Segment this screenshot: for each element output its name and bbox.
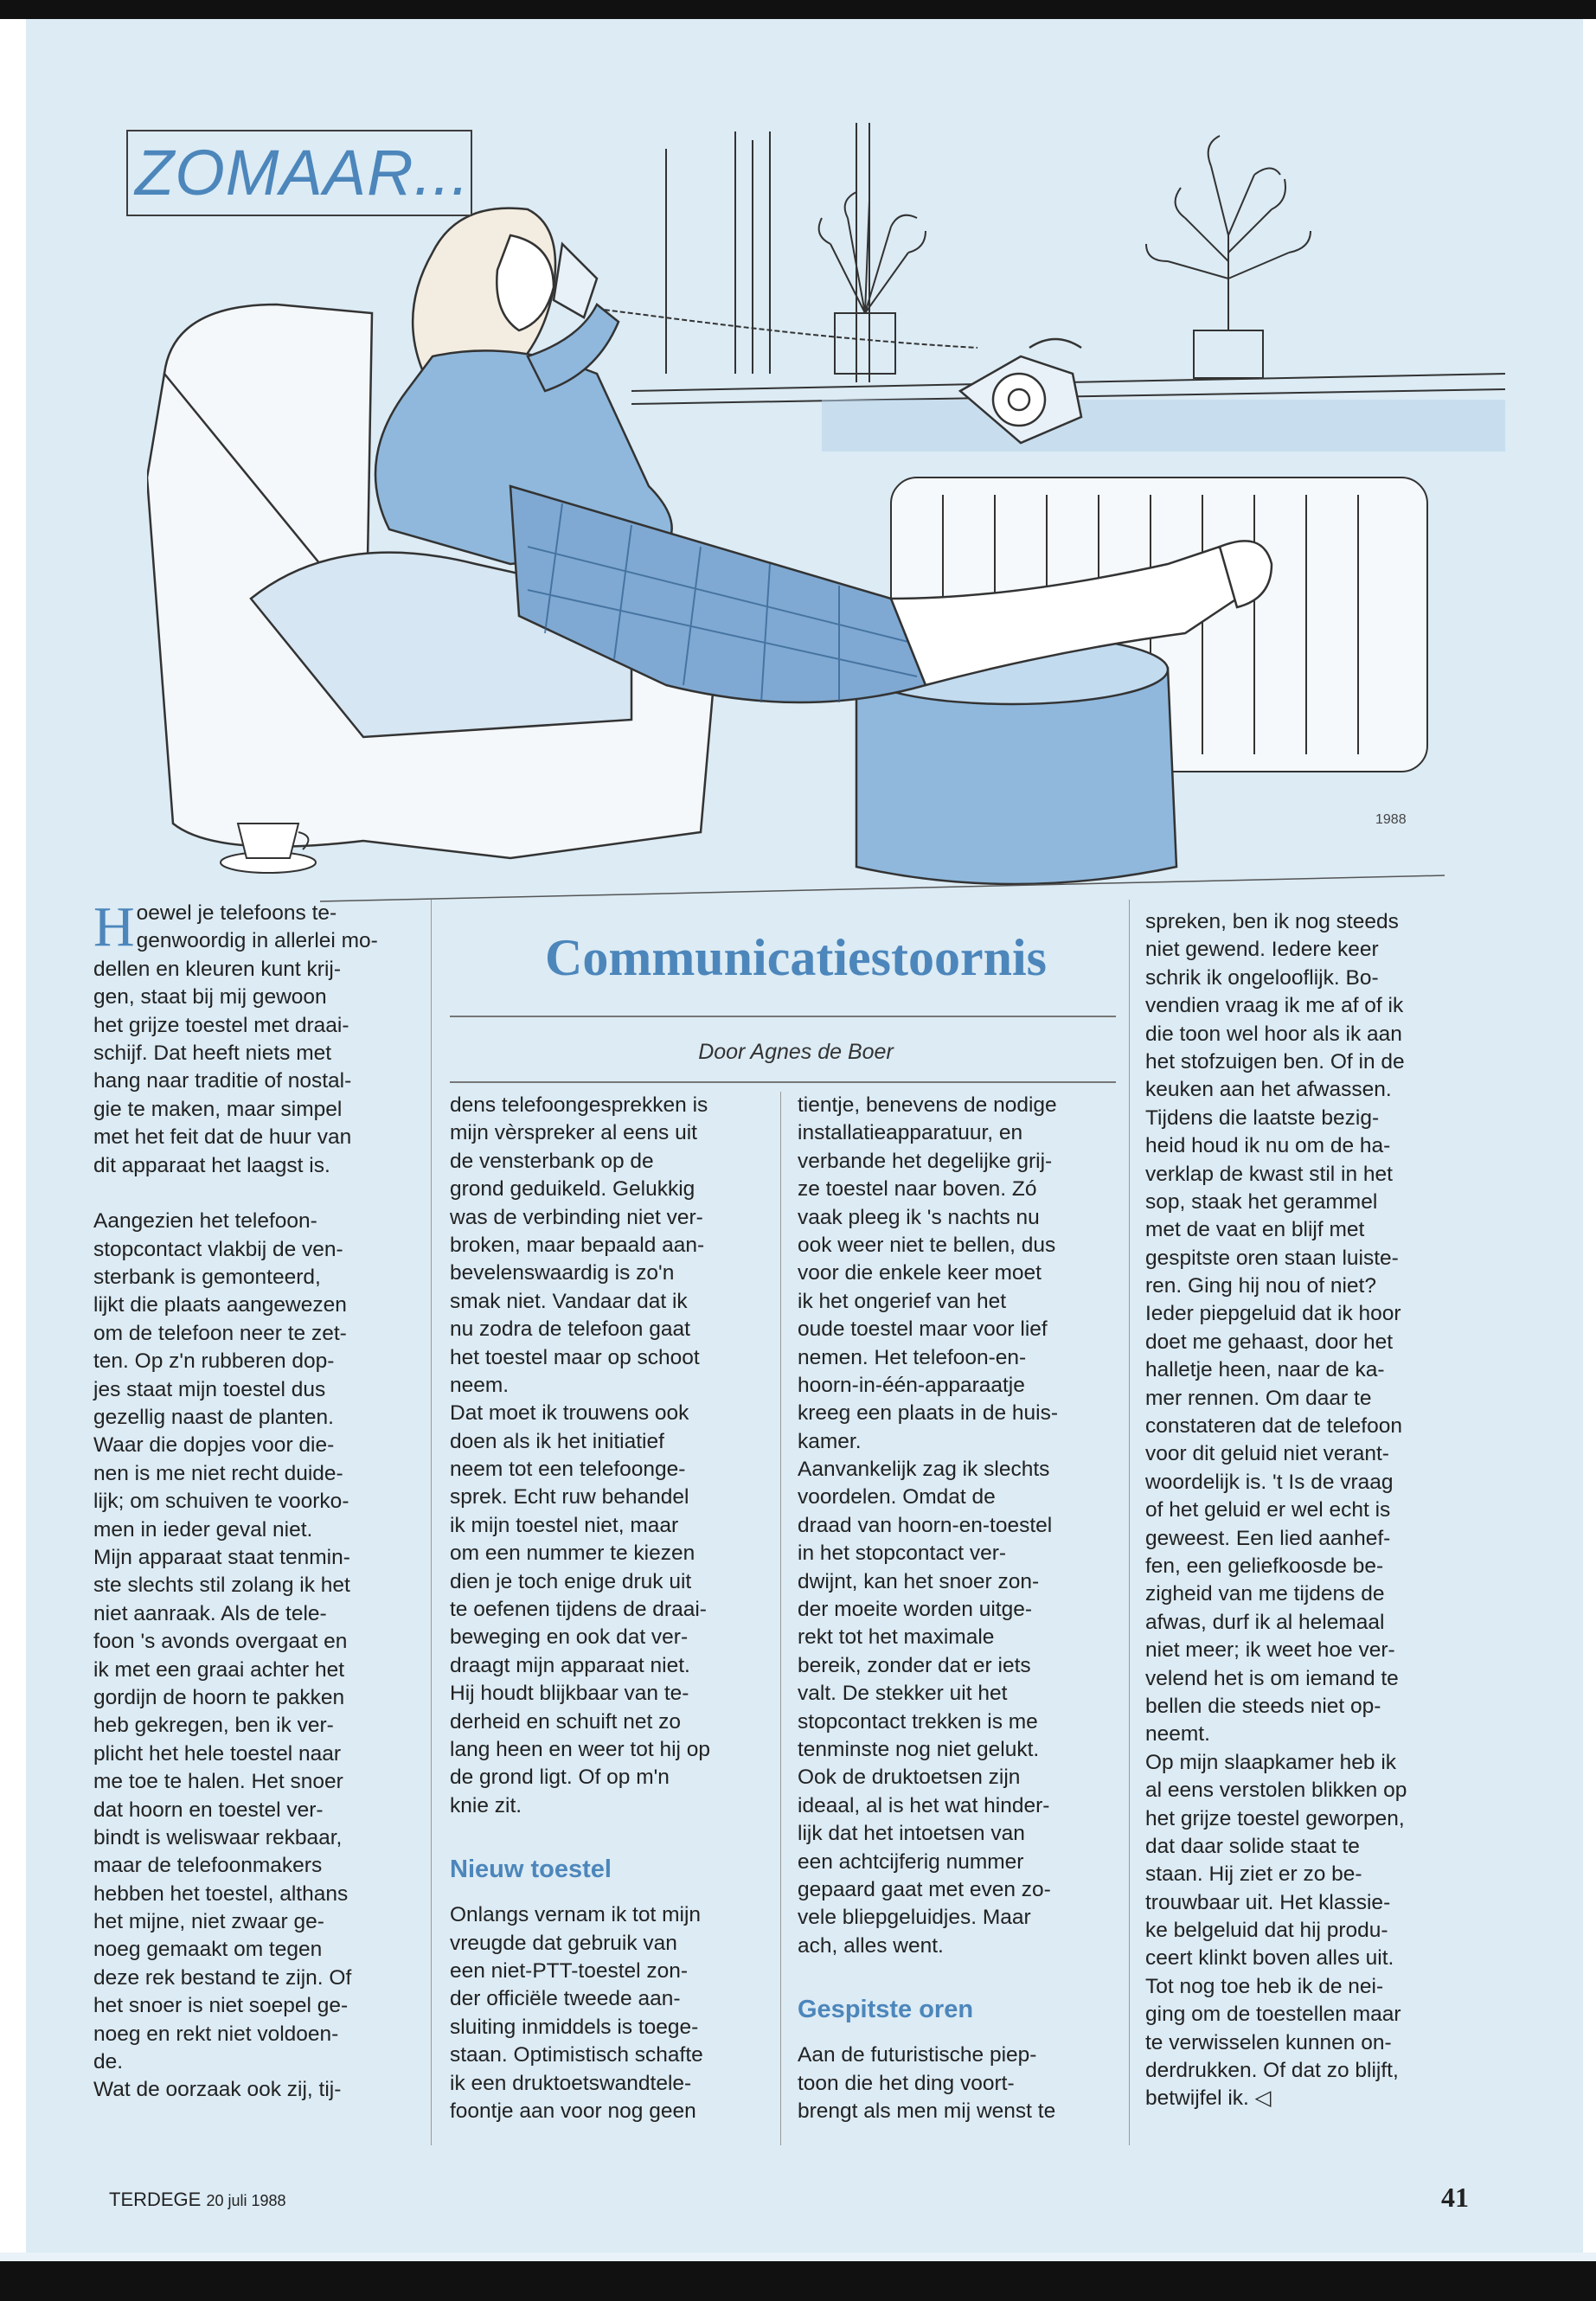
text-line: ideaal, al is het wat hinder- — [798, 1793, 1050, 1817]
text-line: hoorn-in-één-apparaatje — [798, 1373, 1025, 1397]
magazine-page — [26, 19, 1583, 2253]
text-line: trouwbaar uit. Het klassie- — [1145, 1890, 1391, 1914]
text-line: de vensterbank op de — [450, 1149, 654, 1173]
text-line: die toon wel hoor als ik aan — [1145, 1022, 1402, 1046]
text-line: Tijdens die laatste bezig- — [1145, 1106, 1380, 1130]
text-line: ceert klinkt boven alles uit. — [1145, 1946, 1394, 1971]
text-line: of het geluid er wel echt is — [1145, 1498, 1391, 1522]
text-line: de. — [93, 2050, 124, 2074]
text-line: oude toestel maar voor lief — [798, 1317, 1048, 1342]
text-line: ze toestel naar boven. Zó — [798, 1177, 1037, 1202]
text-line: broken, maar bepaald aan- — [450, 1233, 705, 1257]
text-line: sterbank is gemonteerd, — [93, 1266, 321, 1290]
text-line: kreeg een plaats in de huis- — [798, 1401, 1058, 1426]
headline-rule-top — [450, 1016, 1116, 1017]
text-line: lijk; om schuiven te voorko- — [93, 1490, 349, 1514]
text-line: Dat moet ik trouwens ook — [450, 1401, 689, 1426]
subheading: Nieuw toestel — [450, 1856, 612, 1884]
column-divider-3 — [1129, 900, 1130, 2145]
text-line: was de verbinding niet ver- — [450, 1205, 703, 1229]
footer-date: 20 juli 1988 — [206, 2192, 286, 2209]
text-line: installatieapparatuur, en — [798, 1121, 1023, 1145]
text-line: brengt als men mij wenst te — [798, 2099, 1056, 2123]
text-line: deze rek bestand te zijn. Of — [93, 1965, 352, 1990]
text-line: staan. Hij ziet er zo be- — [1145, 1862, 1362, 1887]
scan-border-bottom — [0, 2261, 1596, 2301]
text-line: bindt is weliswaar rekbaar, — [93, 1825, 343, 1849]
text-line: dit apparaat het laagst is. — [93, 1153, 330, 1177]
text-line: woordelijk is. 't Is de vraag — [1145, 1470, 1394, 1494]
text-line: Op mijn slaapkamer heb ik — [1145, 1750, 1397, 1774]
artist-signature: 1988 — [1375, 812, 1407, 827]
text-line: Aan de futuristische piep- — [798, 2043, 1037, 2067]
text-line: foontje aan voor nog geen — [450, 2099, 696, 2123]
text-line: tenminste nog niet gelukt. — [798, 1737, 1040, 1761]
column-divider-2 — [780, 1092, 781, 2145]
window-frame — [631, 123, 1505, 404]
text-line: foon 's avonds overgaat en — [93, 1630, 348, 1654]
text-line: gespitste oren staan luiste- — [1145, 1246, 1399, 1270]
text-line: kamer. — [798, 1429, 862, 1453]
text-line: dat daar solide staat te — [1145, 1834, 1360, 1858]
text-line: het toestel maar op schoot — [450, 1345, 700, 1369]
drop-cap: H — [93, 895, 135, 958]
text-line: ach, alles went. — [798, 1933, 944, 1958]
text-line: fen, een geliefkoosde be- — [1145, 1554, 1384, 1578]
text-line: draad van hoorn-en-toestel — [798, 1513, 1053, 1537]
text-line: gepaard gaat met even zo- — [798, 1877, 1051, 1901]
text-line: der officiële tweede aan- — [450, 1987, 681, 2011]
text-line: Onlangs vernam ik tot mijn — [450, 1903, 702, 1927]
text-line: ren. Ging hij nou of niet? — [1145, 1274, 1376, 1298]
text-line: ik mijn toestel niet, maar — [450, 1513, 679, 1537]
text-line: Waar die dopjes voor die- — [93, 1433, 335, 1458]
footer-publication — [109, 2189, 286, 2211]
text-line: gen, staat bij mij gewoon — [93, 985, 327, 1009]
text-line: ten. Op z'n rubberen dop- — [93, 1349, 335, 1374]
text-line: Aangezien het telefoon- — [93, 1209, 317, 1234]
text-line: met de vaat en blijf met — [1145, 1218, 1365, 1242]
text-line: nu zodra de telefoon gaat — [450, 1317, 690, 1342]
text-line: maar de telefoonmakers — [93, 1854, 323, 1878]
text-line: doet me gehaast, door het — [1145, 1330, 1394, 1354]
text-line: niet aanraak. Als de tele- — [93, 1601, 327, 1625]
text-line: lijkt die plaats aangewezen — [93, 1293, 347, 1317]
text-line: genwoordig in allerlei mo- — [136, 929, 378, 953]
text-line: vreugde dat gebruik van — [450, 1931, 677, 1955]
text-line: bevelenswaardig is zo'n — [450, 1261, 675, 1285]
text-line: vele bliepgeluidjes. Maar — [798, 1906, 1031, 1930]
text-line: nen is me niet recht duide- — [93, 1461, 343, 1485]
text-line: ste slechts stil zolang ik het — [93, 1574, 350, 1598]
text-line: staan. Optimistisch schafte — [450, 2043, 703, 2067]
text-line: ging om de toestellen maar — [1145, 2003, 1401, 2027]
text-line: ik het ongerief van het — [798, 1289, 1007, 1313]
scan-border-strip — [0, 2253, 1596, 2261]
text-line: schijf. Dat heeft niets met — [93, 1041, 332, 1065]
column-4 — [1145, 908, 1465, 2113]
text-line: oewel je telefoons te- — [136, 901, 337, 925]
text-line: dat hoorn en toestel ver- — [93, 1798, 324, 1822]
text-line: heb gekregen, ben ik ver- — [93, 1714, 334, 1738]
text-line: knie zit. — [450, 1793, 522, 1817]
text-line: gie te maken, maar simpel — [93, 1097, 343, 1121]
text-line: hang naar traditie of nostal- — [93, 1069, 352, 1093]
plant-left — [819, 192, 926, 374]
text-line: neem. — [450, 1373, 510, 1397]
text-line: ik met een graai achter het — [93, 1657, 345, 1682]
text-line: een achtcijferig nummer — [798, 1849, 1024, 1874]
byline: Door Agnes de Boer — [698, 1040, 894, 1064]
text-line: ik een druktoetswandtele- — [450, 2071, 692, 2095]
footer-magazine: TERDEGE — [109, 2189, 202, 2210]
text-line: Hij houdt blijkbaar van te- — [450, 1682, 689, 1706]
text-line: mijn vèrspreker al eens uit — [450, 1121, 697, 1145]
text-line: hebben het toestel, althans — [93, 1881, 349, 1906]
text-line: het snoer is niet soepel ge- — [93, 1994, 349, 2018]
column-1 — [93, 895, 405, 2105]
text-line: sluiting inmiddels is toege- — [450, 2015, 699, 2039]
text-line: heid houd ik nu om de ha- — [1145, 1134, 1391, 1158]
text-line: zigheid van me tijdens de — [1145, 1582, 1385, 1606]
text-line: plicht het hele toestel naar — [93, 1741, 342, 1766]
text-line: stopcontact trekken is me — [798, 1709, 1038, 1734]
text-line: stopcontact vlakbij de ven- — [93, 1237, 343, 1261]
text-line: niet gewend. Iedere keer — [1145, 938, 1379, 962]
text-line: sprek. Echt ruw behandel — [450, 1485, 689, 1509]
text-line: der moeite worden uitge- — [798, 1598, 1033, 1622]
text-line: met het feit dat de huur van — [93, 1125, 352, 1150]
text-line: te verwisselen kunnen on- — [1145, 2030, 1392, 2054]
text-line: beweging en ook dat ver- — [450, 1625, 689, 1650]
text-line: smak niet. Vandaar dat ik — [450, 1289, 688, 1313]
illustration-woman-on-phone — [147, 114, 1514, 919]
text-line: te oefenen tijdens de draai- — [450, 1598, 707, 1622]
subheading: Gespitste oren — [798, 1996, 974, 2024]
text-line: doen als ik het initiatief — [450, 1429, 664, 1453]
text-line: het grijze toestel geworpen, — [1145, 1806, 1405, 1830]
section-label-box — [126, 130, 472, 216]
text-line: het grijze toestel met draai- — [93, 1013, 349, 1037]
text-line: een niet-PTT-toestel zon- — [450, 1958, 689, 1983]
text-line: vaak pleeg ik 's nachts nu — [798, 1205, 1040, 1229]
text-line: derheid en schuift net zo — [450, 1709, 681, 1734]
text-line: gezellig naast de planten. — [93, 1406, 334, 1430]
text-line: voor die enkele keer moet — [798, 1261, 1042, 1285]
text-line: sop, staak het gerammel — [1145, 1189, 1378, 1214]
text-line: nemen. Het telefoon-en- — [798, 1345, 1027, 1369]
text-line: niet meer; ik weet hoe ver- — [1145, 1638, 1395, 1663]
text-line: verbande het degelijke grij- — [798, 1149, 1053, 1173]
column-divider-1 — [431, 900, 432, 2145]
text-line: constateren dat de telefoon — [1145, 1414, 1402, 1439]
column-2 — [450, 1092, 770, 2125]
text-line: voor dit geluid niet verant- — [1145, 1442, 1389, 1466]
text-line: al eens verstolen blikken op — [1145, 1779, 1407, 1803]
text-line: derdrukken. Of dat zo blijft, — [1145, 2059, 1399, 2083]
text-line: bellen die steeds niet op- — [1145, 1694, 1381, 1718]
text-line: mer rennen. Om daar te — [1145, 1386, 1372, 1410]
text-line: gordijn de hoorn te pakken — [93, 1685, 345, 1709]
text-line: verklap de kwast stil in het — [1145, 1162, 1393, 1186]
text-line: neem tot een telefoonge- — [450, 1458, 686, 1482]
text-line: Wat de oorzaak ook zij, tij- — [93, 2078, 342, 2102]
text-line: vendien vraag ik me af of ik — [1145, 994, 1404, 1018]
text-line: noeg en rekt niet voldoen- — [93, 2022, 339, 2046]
text-line: om een nummer te kiezen — [450, 1541, 695, 1566]
text-line: grond geduikeld. Gelukkig — [450, 1177, 695, 1202]
text-line: ook weer niet te bellen, dus — [798, 1233, 1056, 1257]
text-line: noeg gemaakt om tegen — [93, 1938, 323, 1962]
text-line: velend het is om iemand te — [1145, 1666, 1399, 1690]
text-line: voordelen. Omdat de — [798, 1485, 996, 1509]
text-line: neemt. — [1145, 1722, 1210, 1747]
text-line: bereik, zonder dat er iets — [798, 1653, 1031, 1677]
text-line: men in ieder geval niet. — [93, 1517, 313, 1541]
text-line: ke belgeluid dat hij produ- — [1145, 1919, 1388, 1943]
headline: Communicatiestoornis — [545, 929, 1047, 986]
text-line: Ook de druktoetsen zijn — [798, 1766, 1021, 1790]
text-line: lijk dat het intoetsen van — [798, 1822, 1025, 1846]
text-line: spreken, ben ik nog steeds — [1145, 910, 1399, 933]
text-line: betwijfel ik. ◁ — [1145, 2086, 1272, 2111]
text-line: lang heen en weer tot hij op — [450, 1737, 711, 1761]
text-line: Aanvankelijk zag ik slechts — [798, 1458, 1050, 1482]
text-line: me toe te halen. Het snoer — [93, 1770, 343, 1794]
text-line — [93, 1180, 405, 1208]
text-line: geweest. Een lied aanhef- — [1145, 1526, 1391, 1550]
scan-border-top — [0, 0, 1596, 19]
text-line: dwijnt, kan het snoer zon- — [798, 1569, 1040, 1593]
text-line: dellen en kleuren kunt krij- — [93, 957, 341, 981]
text-line: in het stopcontact ver- — [798, 1541, 1007, 1566]
headline-rule-bottom — [450, 1081, 1116, 1083]
text-line: Tot nog toe heb ik de nei- — [1145, 1974, 1384, 1998]
text-line: afwas, durf ik al helemaal — [1145, 1610, 1385, 1634]
text-line: om de telefoon neer te zet- — [93, 1321, 347, 1345]
text-line: jes staat mijn toestel dus — [93, 1377, 326, 1401]
text-line: het mijne, niet zwaar ge- — [93, 1910, 324, 1934]
text-line: de grond ligt. Of op m'n — [450, 1766, 670, 1790]
page-number: 41 — [1441, 2182, 1469, 2213]
text-line: halletje heen, naar de ka- — [1145, 1358, 1385, 1382]
plant-right — [1146, 136, 1311, 378]
text-line: keuken aan het afwassen. — [1145, 1078, 1392, 1102]
text-line: Ieder piepgeluid dat ik hoor — [1145, 1302, 1401, 1326]
text-line: Mijn apparaat staat tenmin- — [93, 1545, 350, 1569]
text-line: dien je toch enige druk uit — [450, 1569, 692, 1593]
text-line: draagt mijn apparaat niet. — [450, 1653, 690, 1677]
text-line: dens telefoongesprekken is — [450, 1093, 708, 1117]
section-label: ZOMAAR... — [135, 137, 471, 208]
column-3 — [798, 1092, 1118, 2125]
text-line: valt. De stekker uit het — [798, 1682, 1008, 1706]
text-line: het stofzuigen ben. Of in de — [1145, 1049, 1405, 1074]
text-line: rekt tot het maximale — [798, 1625, 995, 1650]
text-line: toon die het ding voort- — [798, 2071, 1015, 2095]
text-line: schrik ik ongelooflijk. Bo- — [1145, 965, 1379, 990]
text-line: tientje, benevens de nodige — [798, 1093, 1057, 1117]
